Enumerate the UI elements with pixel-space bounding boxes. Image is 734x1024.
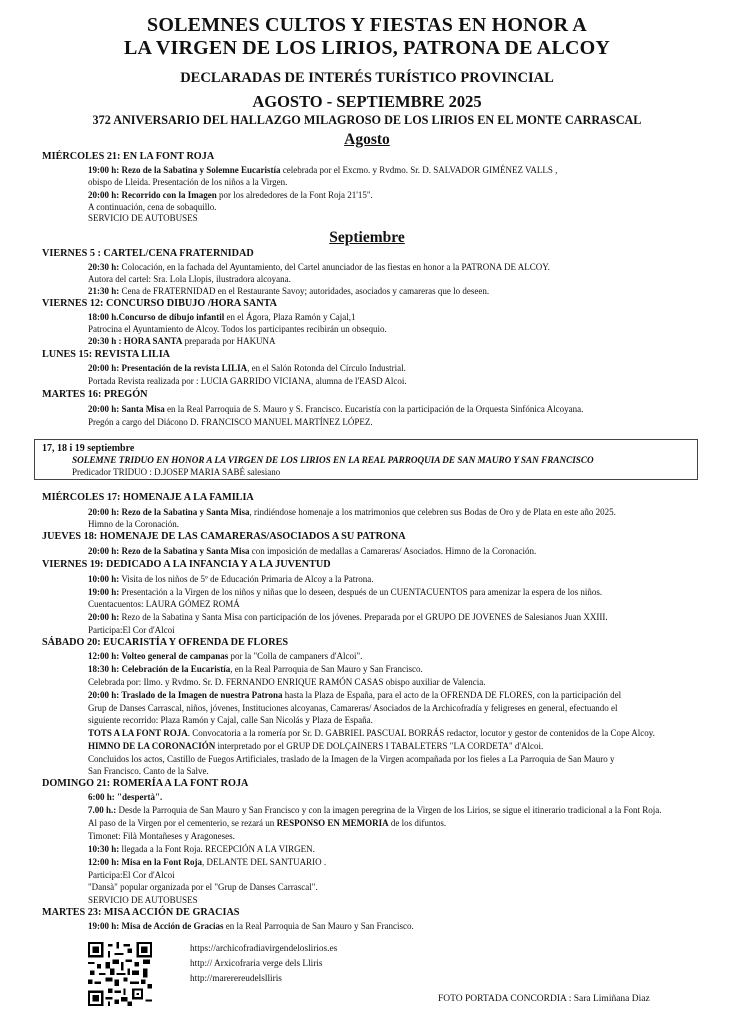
event-line: 20:00 h: Rezo de la Sabatina y Santa Misa con participación de los jóvenes. Preparada por el GRUPO DE JOVENES de Salesianos Juan XXIII. <box>88 612 608 622</box>
event-line: 20:00 h: Presentación de la revista LILIA, en el Salón Rotonda del Círculo Industrial. <box>88 363 406 373</box>
title-line-1: SOLEMNES CULTOS Y FIESTAS EN HONOR A <box>147 14 587 36</box>
event-line: 10:00 h: Visita de los niños de 5º de Educación Primaria de Alcoy a la Patrona. <box>88 574 374 584</box>
link-arxicofraria[interactable]: http:// Arxicofraria verge dels Lliris <box>190 959 323 969</box>
event-line: Patrocina el Ayuntamiento de Alcoy. Todos los participantes recibirán un obsequio. <box>88 324 387 334</box>
event-line: 18:30 h: Celebración de la Eucaristía, en la Real Parroquia de San Mauro y San Francisco. <box>88 664 423 674</box>
month-septiembre: Septiembre <box>329 229 405 246</box>
triduo-preacher: Predicador TRIDUO : D.JOSEP MARIA SABÉ salesiano <box>72 467 281 477</box>
event-line: Concluidos los actos, Castillo de Fuegos Artificiales, traslado de la Imagen de la Virgen acompañada por los fieles a La Parroquia de San Mauro y <box>88 754 615 764</box>
event-line: 10:30 h: llegada a la Font Roja. RECEPCIÓN A LA VIRGEN. <box>88 844 315 854</box>
event-line: 19:00 h: Misa de Acción de Gracias en la Real Parroquia de San Mauro y San Francisco. <box>88 921 414 931</box>
event-line: 21:30 h: Cena de FRATERNIDAD en el Restaurante Savoy; autoridades, asociados y camareras que lo deseen. <box>88 286 490 296</box>
link-archicofradia[interactable]: https://archicofradiavirgendeloslirios.es <box>190 944 338 954</box>
event-line: 20:00 h: Rezo de la Sabatina y Santa Misa, rindiéndose homenaje a los matrimonios que celebren sus Bodas de Oro y de Plata en este año 2025. <box>88 507 616 517</box>
event-line: 18:00 h.Concurso de dibujo infantil en el Ágora, Plaza Ramón y Cajal,1 <box>88 312 356 322</box>
qr-code-icon[interactable] <box>88 942 152 1006</box>
link-marerereudelslliris[interactable]: http://marerereudelslliris <box>190 974 282 984</box>
event-line: 20:00 h: Rezo de la Sabatina y Santa Misa con imposición de medallas a Camareras/ Asociados. Himno de la Coronación. <box>88 546 537 556</box>
event-line: 12:00 h: Misa en la Font Roja, DELANTE DEL SANTUARIO . <box>88 857 327 867</box>
event-line: 19:00 h: Presentación a la Virgen de los niños y niñas que lo deseen, después de un CUENTACUENTOS para amenizar la espera de los niños. <box>88 587 603 597</box>
event-line: 20:00 h: Recorrido con la Imagen por los alrededores de la Font Roja 21'15". <box>88 190 373 200</box>
event-line: Timonet: Filà Montañeses y Aragoneses. <box>88 831 235 841</box>
event-line: Al paso de la Virgen por el cementerio, se rezará un RESPONSO EN MEMORIA de los difuntos. <box>88 818 447 828</box>
event-line: TOTS A LA FONT ROJA. Convocatoria a la romería por Sr. D. GABRIEL PASCUAL BORRÁS redactor, locutor y gestor de contenidos de la Cope Alcoy. <box>88 728 655 738</box>
day-heading: VIERNES 12: CONCURSO DIBUJO /HORA SANTA <box>42 298 278 309</box>
month-agosto: Agosto <box>344 131 390 148</box>
event-line: A continuación, cena de sobaquillo. <box>88 202 217 212</box>
title-line-2: LA VIRGEN DE LOS LIRIOS, PATRONA DE ALCOY <box>123 37 611 59</box>
day-heading: VIERNES 19: DEDICADO A LA INFANCIA Y A LA JUVENTUD <box>42 559 331 570</box>
event-line: Cuentacuentos: LAURA GÓMEZ ROMÁ <box>88 599 240 609</box>
event-line: "Dansà" popular organizada por el "Grup de Danses Carrascal". <box>88 882 318 892</box>
event-line: Grup de Danses Carrascal, niños, jóvenes, Instituciones alcoyanas, Camareras/ Asociados de la Archicofradía y feligreses en general, efectuando el <box>88 703 618 713</box>
day-heading: SÁBADO 20: EUCARISTÍA Y OFRENDA DE FLORES <box>42 637 289 648</box>
dates-subtitle: AGOSTO - SEPTIEMBRE 2025 <box>252 92 482 111</box>
event-line: 7.00 h.: Desde la Parroquia de San Mauro y San Francisco y con la imagen peregrina de la Virgen de los Lirios, se sigue el itinerario tradicional a la Font Roja. <box>88 805 662 815</box>
event-line: siguiente recorrido: Plaza Ramón y Cajal, calle San Nicolás y Plaza de España. <box>88 715 373 725</box>
event-line: Participa:El Cor d'Alcoi <box>88 870 175 880</box>
event-line: Himno de la Coronación. <box>88 519 179 529</box>
event-line: 20:00 h: Traslado de la Imagen de nuestra Patrona hasta la Plaza de España, para el acto de la OFRENDA DE FLORES, con la participación del <box>88 690 622 700</box>
day-heading: LUNES 15: REVISTA LILIA <box>42 349 171 360</box>
event-line: obispo de Lleida. Presentación de los niños a la Virgen. <box>88 177 288 187</box>
event-line: Pregón a cargo del Diácono D. FRANCISCO MANUEL MARTÍNEZ LÓPEZ. <box>88 417 373 427</box>
triduo-title: SOLEMNE TRIDUO EN HONOR A LA VIRGEN DE LOS LIRIOS EN LA REAL PARROQUIA DE SAN MAURO Y SAN FRANCISCO <box>72 455 594 465</box>
event-line: 20:30 h : HORA SANTA preparada por HAKUNA <box>88 336 276 346</box>
event-line: 20:00 h: Santa Misa en la Real Parroquia de S. Mauro y S. Francisco. Eucaristía con la participación de la Orquesta Sinfónica Alcoyana. <box>88 404 584 414</box>
event-line: Celebrada por: Ilmo. y Rvdmo. Sr. D. FERNANDO ENRIQUE RAMÓN CASAS obispo auxiliar de Valencia. <box>88 677 486 687</box>
day-heading: VIERNES 5 : CARTEL/CENA FRATERNIDAD <box>42 248 254 259</box>
event-line: SERVICIO DE AUTOBUSES <box>88 895 198 905</box>
day-heading: DOMINGO 21: ROMERÍA A LA FONT ROJA <box>42 778 249 789</box>
event-line: San Francisco. Canto de la Salve. <box>88 766 209 776</box>
day-heading: MARTES 16: PREGÓN <box>42 389 148 400</box>
declared-subtitle: DECLARADAS DE INTERÉS TURÍSTICO PROVINCIAL <box>180 70 554 86</box>
anniversary-subtitle: 372 ANIVERSARIO DEL HALLAZGO MILAGROSO DE LOS LIRIOS EN EL MONTE CARRASCAL <box>92 113 642 127</box>
triduo-dates: 17, 18 i 19 septiembre <box>42 443 135 454</box>
event-line: Portada Revista realizada por : LUCIA GARRIDO VICIANA, alumna de l'EASD Alcoi. <box>88 376 407 386</box>
day-heading: MIÉRCOLES 17: HOMENAJE A LA FAMILIA <box>42 492 254 503</box>
event-line: Autora del cartel: Sra. Lola Llopis, ilustradora alcoyana. <box>88 274 291 284</box>
event-line: 19:00 h: Rezo de la Sabatina y Solemne Eucaristía celebrada por el Excmo. y Rvdmo. Sr. D. SALVADOR GIMÉNEZ VALLS , <box>88 165 558 175</box>
event-line: SERVICIO DE AUTOBUSES <box>88 213 198 223</box>
photo-credit: FOTO PORTADA CONCORDIA : Sara Limiñana Diaz <box>438 994 650 1004</box>
event-line: 12:00 h: Volteo general de campanas por la "Colla de campaners d'Alcoi". <box>88 651 363 661</box>
triduo-box <box>34 439 698 480</box>
day-heading: MARTES 23: MISA ACCIÓN DE GRACIAS <box>42 907 240 918</box>
event-line: 6:00 h: "despertà". <box>88 792 163 802</box>
event-line: 20:30 h: Colocación, en la fachada del Ayuntamiento, del Cartel anunciador de las fiestas en honor a la PATRONA DE ALCOY. <box>88 262 550 272</box>
day-heading: JUEVES 18: HOMENAJE DE LAS CAMARERAS/ASOCIADOS A SU PATRONA <box>42 531 406 542</box>
event-line: Participa:El Cor d'Alcoi <box>88 625 175 635</box>
event-line: HIMNO DE LA CORONACIÓN interpretado por el GRUP DE DOLÇAINERS I TABALETERS "LA CORDETA" d'Alcoi. <box>88 741 544 751</box>
day-heading: MIÉRCOLES 21: EN LA FONT ROJA <box>42 151 215 162</box>
